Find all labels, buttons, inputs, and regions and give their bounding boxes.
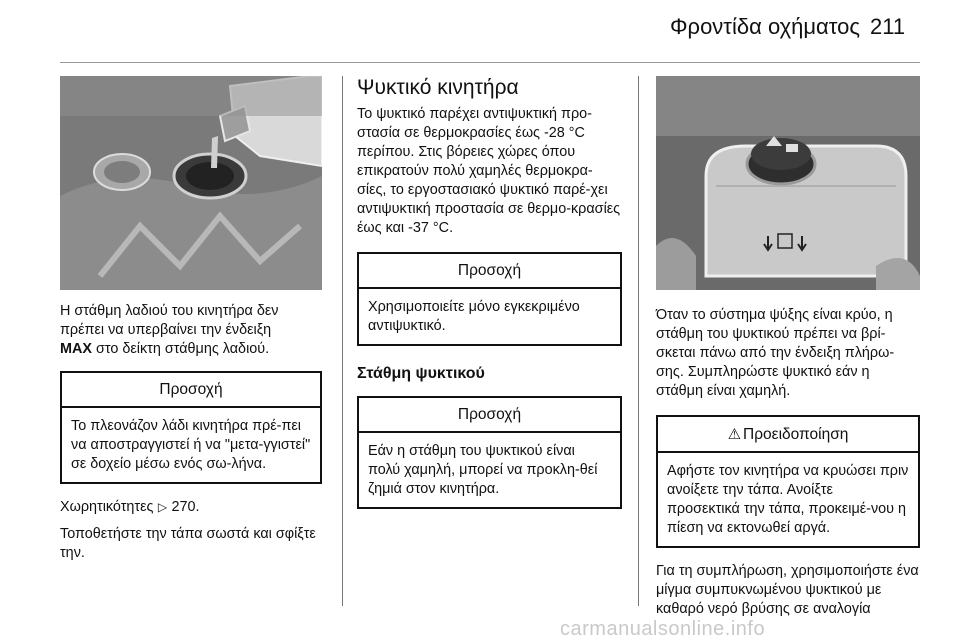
column-divider-right [638, 76, 639, 606]
engine-oil-image [60, 76, 322, 290]
warning-text: Αφήστε τον κινητήρα να κρυώσει πριν ανοίξετε την τάπα. Ανοίξτε προσεκτικά την τάπα, προκειμέ-νου η πίεση να εκτονωθεί αργά. [667, 463, 909, 536]
column-1 [60, 76, 322, 563]
caution-text: Το πλεονάζον λάδι κινητήρα πρέ-πει να αποστραγγιστεί ή να "μετα-γγιστεί" σε δοχείο μέσω ενός σω-λήνα. [71, 418, 311, 472]
caution-box-coolant-level [357, 396, 622, 509]
warning-header [658, 417, 918, 453]
oil-level-line-3: στο δείκτη στάθμης λαδιού. [91, 341, 270, 357]
column-3 [656, 76, 920, 619]
oil-level-line-2: πρέπει να υπερβαίνει την ένδειξη [60, 322, 272, 338]
caution-box-antifreeze [357, 252, 622, 346]
caution-box-oil [60, 371, 322, 484]
column-2 [357, 76, 622, 509]
capacity-reference [60, 498, 322, 517]
caution-text: Εάν η στάθμη του ψυκτικού είναι πολύ χαμηλή, μπορεί να προκλη-θεί ζημιά στον κινητήρα. [368, 443, 598, 497]
coolant-reservoir-image [656, 76, 920, 290]
caution-title: Προσοχή [359, 254, 620, 289]
capacity-page-ref[interactable]: 270. [167, 499, 200, 515]
column-divider-left [342, 76, 343, 606]
caution-title: Προσοχή [62, 373, 320, 408]
max-label: MAX [60, 341, 92, 357]
coolant-intro: Το ψυκτικό παρέχει αντιψυκτική προ-στασία σε θερμοκρασίες έως -28 °C περίπου. Στις βόρειες χώρες όπου επικρατούν πολύ χαμηλές θερμοκρα-σίες, το εργοστασιακό ψυκτικό παρέ-χει αντιψυκτική προστασία σε θερμο-κρασίες έως και -37 °C. [357, 106, 621, 236]
fill-instruction-paragraph: Για τη συμπλήρωση, χρησιμοποιήστε ένα μίγμα συμπυκνωμένου ψυκτικού με καθαρό νερό βρύσης σε αναλογία [656, 563, 919, 617]
oil-level-line-1: Η στάθμη λαδιού του κινητήρα δεν [60, 303, 279, 319]
oil-level-paragraph [60, 302, 322, 359]
warning-triangle-icon: ⚠ [727, 426, 742, 443]
warning-box-coolant [656, 415, 920, 548]
section-title: Φροντίδα οχήματος [670, 14, 860, 39]
page-number: 211 [870, 14, 906, 39]
cap-instruction: Τοποθετήστε την τάπα σωστά και σφίξτε την. [60, 526, 316, 561]
warning-title: Προειδοποίηση [743, 426, 849, 443]
watermark: carmanualsonline.info [560, 618, 766, 640]
header-divider [60, 62, 920, 63]
caution-text: Χρησιμοποιείτε μόνο εγκεκριμένο αντιψυκτικό. [368, 299, 580, 334]
coolant-level-subheading: Στάθμη ψυκτικού [357, 365, 485, 382]
capacity-label: Χωρητικότητες [60, 499, 154, 515]
oil-filling-illustration [60, 76, 322, 290]
page-reference-icon: ▷ [157, 500, 168, 514]
coolant-cold-paragraph: Όταν το σύστημα ψύξης είναι κρύο, η στάθμη του ψυκτικού πρέπει να βρί-σκεται πάνω από την ένδειξη πλήρω-σης. Συμπληρώστε ψυκτικό εάν η στάθμη είναι χαμηλή. [656, 307, 895, 399]
caution-title: Προσοχή [359, 398, 620, 433]
coolant-reservoir-illustration [656, 76, 920, 290]
coolant-heading: Ψυκτικό κινητήρα [357, 76, 519, 99]
